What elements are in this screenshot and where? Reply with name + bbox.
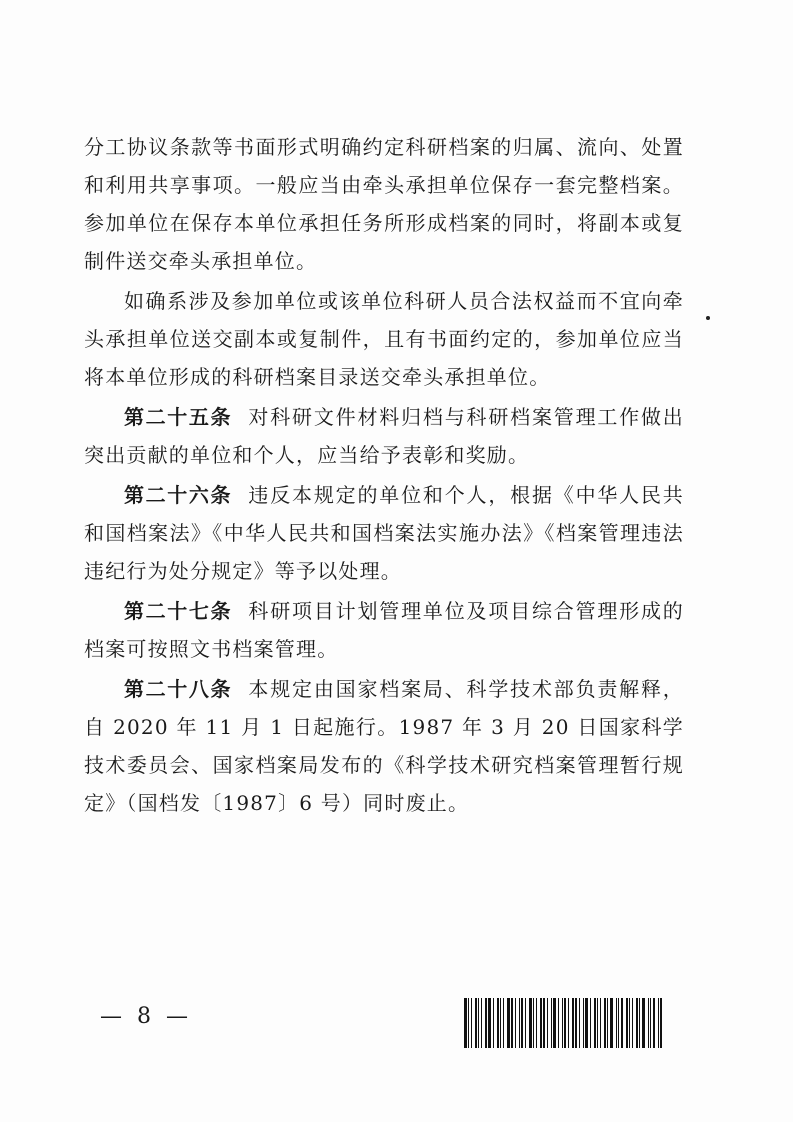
article-27: [84, 592, 684, 668]
barcode-stripe: [590, 998, 591, 1048]
paragraph-1-text: 分工协议条款等书面形式明确约定科研档案的归属、流向、处置和利用共享事项。一般应当由牵头承担单位保存一套完整档案。参加单位在保存本单位承担任务所形成档案的同时，将副本或复制件送交牵头承担单位。: [84, 135, 684, 273]
barcode-stripe: [632, 998, 633, 1048]
paragraph-2: [84, 282, 684, 396]
barcode-stripe: [629, 998, 630, 1048]
barcode-stripe: [642, 998, 645, 1048]
barcode-stripe: [600, 998, 601, 1048]
barcode-stripe: [471, 998, 472, 1048]
barcode-stripe: [475, 998, 477, 1048]
barcode-stripe: [536, 998, 537, 1048]
barcode-stripe: [604, 998, 606, 1048]
barcode-stripe: [488, 998, 491, 1048]
barcode-stripe: [610, 998, 613, 1048]
barcode-stripe: [579, 998, 580, 1048]
barcode-stripe: [626, 998, 628, 1048]
barcode-stripe: [507, 998, 510, 1048]
barcode-stripe: [594, 998, 596, 1048]
barcode-stripe: [585, 998, 588, 1048]
barcode-stripe: [497, 998, 499, 1048]
article-28-text: 本规定由国家档案局、科学技术部负责解释，自 2020 年 11 月 1 日起施行。1987 年 3 月 20 日国家科学技术委员会、国家档案局发布的《科学技术研究档案管理暂行规定》（国档发〔1987〕6 号）同时废止。: [84, 677, 685, 815]
barcode-stripe: [478, 998, 479, 1048]
article-25-text: 对科研文件材料归档与科研档案管理工作做出突出贡献的单位和个人，应当给予表彰和奖励。: [84, 405, 685, 467]
barcode-stripe: [481, 998, 482, 1048]
barcode-stripe: [636, 998, 638, 1048]
barcode-stripe: [562, 998, 563, 1048]
paragraph-1: [84, 128, 684, 280]
barcode-stripe: [572, 998, 574, 1048]
barcode-stripe: [511, 998, 513, 1048]
barcode-stripe: [653, 998, 655, 1048]
barcode-stripe: [648, 998, 649, 1048]
barcode-stripe: [547, 998, 548, 1048]
barcode-stripe: [464, 998, 467, 1048]
barcode-stripe: [583, 998, 584, 1048]
article-27-text: 科研项目计划管理单位及项目综合管理形成的档案可按照文书档案管理。: [84, 599, 685, 661]
barcode-stripe: [521, 998, 523, 1048]
document-body: [84, 128, 684, 822]
scan-dot-mark: [706, 316, 710, 320]
barcode-stripe: [639, 998, 640, 1048]
barcode-stripe: [525, 998, 526, 1048]
barcode-stripe: [553, 998, 556, 1048]
barcode-stripe: [468, 998, 469, 1048]
article-26-heading: 第二十六条: [124, 483, 233, 507]
barcode-stripe: [485, 998, 487, 1048]
barcode-stripe: [540, 998, 542, 1048]
barcode-stripe: [543, 998, 545, 1048]
barcode-stripe: [575, 998, 577, 1048]
page-number: — 8 —: [100, 1004, 192, 1029]
article-28: [84, 670, 684, 822]
barcode-stripe: [616, 998, 617, 1048]
barcode-stripe: [618, 998, 619, 1048]
barcode-stripe: [658, 998, 659, 1048]
barcode-stripe: [558, 998, 559, 1048]
article-28-heading: 第二十八条: [124, 677, 233, 701]
barcode-stripe: [515, 998, 516, 1048]
barcode-stripe: [500, 998, 501, 1048]
barcode-stripe: [551, 998, 552, 1048]
barcode-stripe: [660, 998, 662, 1048]
barcode-stripe: [597, 998, 598, 1048]
barcode-stripe: [621, 998, 623, 1048]
barcode-stripe: [533, 998, 534, 1048]
article-25-heading: 第二十五条: [124, 405, 233, 429]
barcode-stripe: [519, 998, 520, 1048]
article-26: [84, 476, 684, 590]
article-26-text: 违反本规定的单位和个人，根据《中华人民共和国档案法》《中华人民共和国档案法实施办法》《档案管理违法违纪行为处分规定》等予以处理。: [84, 483, 685, 583]
barcode-stripe: [529, 998, 532, 1048]
barcode-stripe: [650, 998, 651, 1048]
barcode-stripe: [564, 998, 566, 1048]
barcode-stripe: [493, 998, 494, 1048]
barcode-stripe: [503, 998, 504, 1048]
barcode-stripe: [568, 998, 569, 1048]
barcode-image: [464, 998, 664, 1048]
paragraph-2-text: 如确系涉及参加单位或该单位科研人员合法权益而不宜向牵头承担单位送交副本或复制件，且有书面约定的，参加单位应当将本单位形成的科研档案目录送交牵头承担单位。: [84, 289, 684, 389]
barcode-stripe: [607, 998, 608, 1048]
article-25: [84, 398, 684, 474]
article-27-heading: 第二十七条: [124, 599, 233, 623]
